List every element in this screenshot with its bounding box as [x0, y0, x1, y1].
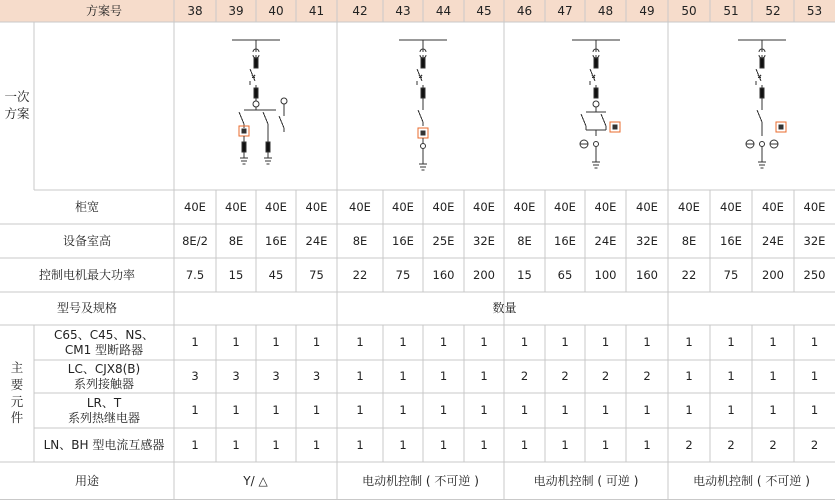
- scheme-number: 48: [597, 3, 614, 18]
- row-value: 40E: [594, 199, 617, 214]
- scheme-number: 44: [435, 3, 452, 18]
- component-value: 2: [601, 369, 610, 384]
- row-value: 250: [803, 267, 826, 282]
- row-value: 16E: [392, 233, 414, 248]
- row-value: 25E: [432, 233, 455, 248]
- primary-scheme-label: 一次 方案: [4, 89, 30, 121]
- component-value: 1: [727, 403, 735, 418]
- component-value: 3: [232, 369, 240, 384]
- scheme-diagram: [572, 40, 620, 168]
- component-value: 1: [356, 335, 364, 350]
- scheme-number: 42: [352, 3, 368, 18]
- component-value: 1: [399, 335, 407, 350]
- row-value: 75: [395, 267, 411, 282]
- component-value: 1: [191, 403, 199, 418]
- component-value: 1: [356, 437, 364, 452]
- row-value: 16E: [265, 233, 287, 248]
- component-value: 1: [520, 437, 529, 452]
- component-value: 1: [810, 369, 819, 384]
- scheme-diagram: [232, 40, 287, 164]
- row-value: 15: [228, 267, 244, 282]
- component-value: 1: [356, 369, 364, 384]
- component-value: 1: [480, 403, 488, 418]
- usage-group: 电动机控制 ( 不可逆 ): [362, 473, 479, 488]
- component-value: 2: [727, 437, 735, 452]
- scheme-number: 43: [395, 3, 411, 18]
- row-value: 40E: [392, 199, 414, 214]
- quantity-label: 数量: [492, 301, 517, 315]
- component-value: 3: [272, 369, 280, 384]
- component-value: 1: [520, 403, 529, 418]
- component-value: 1: [232, 437, 240, 452]
- component-value: 1: [769, 335, 777, 350]
- component-value: 1: [685, 335, 693, 350]
- scheme-number: 46: [516, 3, 533, 18]
- row-value: 32E: [473, 233, 495, 248]
- component-value: 1: [191, 437, 199, 452]
- header-label: 方案号: [85, 3, 122, 18]
- row-value: 75: [723, 267, 739, 282]
- component-label: LC、CJX8(B) 系列接触器: [67, 361, 141, 391]
- component-value: 1: [399, 437, 407, 452]
- component-value: 1: [439, 335, 448, 350]
- row-value: 40E: [513, 199, 536, 214]
- row-value: 32E: [803, 233, 826, 248]
- component-value: 1: [561, 403, 569, 418]
- model-label: 型号及规格: [56, 301, 117, 315]
- row-value: 160: [432, 267, 455, 282]
- row-value: 65: [557, 267, 573, 282]
- row-value: 40E: [803, 199, 826, 214]
- component-value: 2: [520, 369, 529, 384]
- row-value: 15: [517, 267, 532, 282]
- component-value: 1: [232, 335, 240, 350]
- row-value: 16E: [554, 233, 576, 248]
- scheme-diagram: [738, 40, 786, 168]
- component-value: 2: [769, 437, 777, 452]
- usage-label: 用途: [74, 473, 99, 488]
- usage-group: 电动机控制 ( 可逆 ): [533, 473, 639, 488]
- component-value: 1: [561, 335, 569, 350]
- row-value: 40E: [473, 199, 495, 214]
- row-value: 40E: [305, 199, 328, 214]
- component-value: 1: [312, 403, 321, 418]
- row-value: 45: [268, 267, 284, 282]
- row-value: 24E: [305, 233, 328, 248]
- scheme-number: 40: [268, 3, 284, 18]
- row-value: 40E: [678, 199, 700, 214]
- row-value: 160: [636, 267, 658, 282]
- main-components-label: 主 要 元 件: [10, 359, 24, 426]
- component-value: 1: [232, 403, 240, 418]
- component-value: 1: [439, 369, 448, 384]
- component-value: 1: [439, 437, 448, 452]
- row-value: 22: [681, 267, 697, 282]
- component-value: 1: [727, 369, 735, 384]
- component-value: 1: [601, 403, 610, 418]
- component-value: 1: [191, 335, 199, 350]
- component-value: 1: [272, 335, 280, 350]
- row-label-cabinet-width: 柜宽: [74, 199, 99, 214]
- component-label: LN、BH 型电流互感器: [43, 437, 165, 452]
- scheme-number: 50: [681, 3, 697, 18]
- component-value: 1: [356, 403, 364, 418]
- component-value: 1: [561, 437, 569, 452]
- component-value: 2: [561, 369, 569, 384]
- component-value: 1: [399, 403, 407, 418]
- row-value: 40E: [349, 199, 371, 214]
- component-value: 1: [769, 403, 777, 418]
- component-value: 1: [601, 335, 610, 350]
- row-value: 32E: [636, 233, 658, 248]
- component-value: 1: [601, 437, 610, 452]
- component-value: 3: [191, 369, 199, 384]
- row-value: 24E: [762, 233, 784, 248]
- scheme-number: 49: [639, 3, 655, 18]
- scheme-number: 45: [476, 3, 492, 18]
- component-value: 1: [685, 369, 693, 384]
- component-value: 3: [312, 369, 321, 384]
- scheme-number: 47: [557, 3, 573, 18]
- row-value: 7.5: [185, 267, 205, 282]
- component-value: 1: [520, 335, 529, 350]
- row-value: 22: [352, 267, 368, 282]
- scheme-number: 39: [228, 3, 244, 18]
- row-value: 40E: [720, 199, 742, 214]
- component-value: 1: [312, 437, 321, 452]
- scheme-diagram: [399, 40, 447, 170]
- row-value: 8E: [681, 233, 697, 248]
- component-value: 1: [480, 335, 488, 350]
- component-value: 1: [480, 437, 488, 452]
- component-value: 1: [810, 403, 819, 418]
- component-value: 1: [439, 403, 448, 418]
- scheme-number: 41: [308, 3, 325, 18]
- row-value: 40E: [554, 199, 576, 214]
- component-value: 1: [643, 335, 651, 350]
- component-value: 1: [685, 403, 693, 418]
- scheme-number: 52: [765, 3, 781, 18]
- component-value: 2: [685, 437, 693, 452]
- row-label-room-height: 设备室高: [62, 233, 111, 248]
- usage-group: Y/ △: [243, 473, 268, 488]
- component-value: 1: [312, 335, 321, 350]
- row-value: 40E: [265, 199, 287, 214]
- row-value: 8E/2: [182, 233, 208, 248]
- component-value: 1: [727, 335, 735, 350]
- row-value: 8E: [352, 233, 368, 248]
- row-value: 40E: [225, 199, 247, 214]
- row-value: 24E: [594, 233, 617, 248]
- row-value: 8E: [228, 233, 244, 248]
- component-value: 1: [480, 369, 488, 384]
- row-value: 200: [762, 267, 784, 282]
- row-value: 200: [473, 267, 495, 282]
- component-value: 1: [643, 403, 651, 418]
- row-value: 40E: [184, 199, 206, 214]
- row-value: 40E: [762, 199, 784, 214]
- row-value: 40E: [636, 199, 658, 214]
- scheme-number: 53: [806, 3, 823, 18]
- component-value: 2: [643, 369, 651, 384]
- usage-group: 电动机控制 ( 不可逆 ): [693, 473, 810, 488]
- component-value: 1: [272, 403, 280, 418]
- primary-scheme-diagrams: [232, 40, 786, 170]
- component-value: 1: [769, 369, 777, 384]
- component-value: 1: [272, 437, 280, 452]
- component-value: 1: [810, 335, 819, 350]
- row-value: 75: [309, 267, 324, 282]
- component-label: C65、C45、NS、 CM1 型断路器: [54, 327, 154, 357]
- component-value: 1: [399, 369, 407, 384]
- component-value: 2: [810, 437, 819, 452]
- row-value: 40E: [432, 199, 455, 214]
- row-value: 100: [594, 267, 617, 282]
- component-label: LR、T 系列热继电器: [67, 395, 140, 425]
- scheme-number: 51: [723, 3, 739, 18]
- row-value: 8E: [517, 233, 532, 248]
- row-label-max-power: 控制电机最大功率: [38, 267, 135, 282]
- component-value: 1: [643, 437, 651, 452]
- row-value: 16E: [720, 233, 742, 248]
- scheme-number: 38: [187, 3, 203, 18]
